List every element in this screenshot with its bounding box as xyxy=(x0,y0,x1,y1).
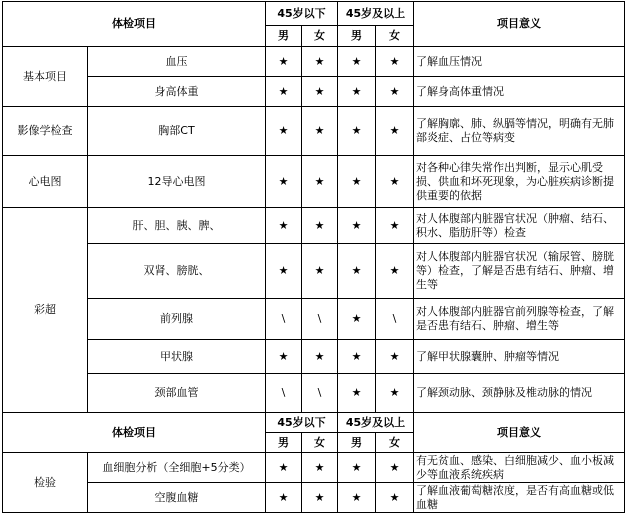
item-meaning: 对各种心律失常作出判断，显示心肌受损、供血和坏死现象，为心脏疾病诊断提供重要的依据 xyxy=(414,156,625,208)
header-male: 男 xyxy=(338,26,376,47)
header-row xyxy=(3,2,625,26)
mark: ★ xyxy=(338,299,376,340)
header-row xyxy=(3,413,625,433)
table-row xyxy=(3,453,625,483)
header-over45: 45岁及以上 xyxy=(338,2,414,26)
mark: ★ xyxy=(338,208,376,244)
header-female: 女 xyxy=(376,26,414,47)
item-name: 前列腺 xyxy=(88,299,266,340)
header-female: 女 xyxy=(302,433,338,453)
item-meaning: 了解身高体重情况 xyxy=(414,77,625,107)
mark: ★ xyxy=(302,47,338,77)
mark: \ xyxy=(266,374,302,413)
table-row xyxy=(3,483,625,513)
table-row xyxy=(3,244,625,299)
item-name: 双肾、膀胱、 xyxy=(88,244,266,299)
header-male: 男 xyxy=(338,433,376,453)
item-meaning: 有无贫血、感染、白细胞减少、血小板减少等血液系统疾病 xyxy=(414,453,625,483)
item-name: 空腹血糖 xyxy=(88,483,266,513)
mark: ★ xyxy=(338,483,376,513)
category-cell: 基本项目 xyxy=(3,47,88,107)
header-meaning: 项目意义 xyxy=(414,413,625,453)
mark: \ xyxy=(376,299,414,340)
header-male: 男 xyxy=(266,26,302,47)
item-meaning: 了解胸廓、肺、纵膈等情况，明确有无肺部炎症、占位等病变 xyxy=(414,107,625,156)
header-male: 男 xyxy=(266,433,302,453)
mark: ★ xyxy=(302,156,338,208)
category-cell: 检验 xyxy=(3,453,88,513)
table-row xyxy=(3,107,625,156)
table-row xyxy=(3,374,625,413)
mark: ★ xyxy=(376,107,414,156)
header-under45: 45岁以下 xyxy=(266,413,338,433)
item-name: 身高体重 xyxy=(88,77,266,107)
item-meaning: 对人体腹部内脏器官状况（肿瘤、结石、积水、脂肪肝等）检查 xyxy=(414,208,625,244)
mark: ★ xyxy=(302,244,338,299)
mark: ★ xyxy=(376,483,414,513)
mark: ★ xyxy=(302,453,338,483)
table-row xyxy=(3,156,625,208)
mark: ★ xyxy=(266,77,302,107)
table-row xyxy=(3,299,625,340)
mark: ★ xyxy=(376,208,414,244)
mark: ★ xyxy=(338,374,376,413)
item-name: 血细胞分析（全细胞+5分类） xyxy=(88,453,266,483)
item-meaning: 对人体腹部内脏器官前列腺等检查，了解是否患有结石、肿瘤、增生等 xyxy=(414,299,625,340)
mark: ★ xyxy=(376,77,414,107)
header-under45: 45岁以下 xyxy=(266,2,338,26)
mark: ★ xyxy=(376,156,414,208)
mark: ★ xyxy=(338,453,376,483)
mark: ★ xyxy=(266,156,302,208)
item-name: 颈部血管 xyxy=(88,374,266,413)
category-cell: 彩超 xyxy=(3,208,88,413)
mark: ★ xyxy=(266,453,302,483)
table-row xyxy=(3,47,625,77)
mark: ★ xyxy=(338,47,376,77)
mark: ★ xyxy=(338,107,376,156)
mark: ★ xyxy=(266,208,302,244)
table-row xyxy=(3,77,625,107)
mark: ★ xyxy=(338,77,376,107)
mark: ★ xyxy=(376,453,414,483)
category-cell: 影像学检查 xyxy=(3,107,88,156)
item-name: 血压 xyxy=(88,47,266,77)
header-item: 体检项目 xyxy=(3,2,266,47)
item-name: 肝、胆、胰、脾、 xyxy=(88,208,266,244)
mark: ★ xyxy=(338,244,376,299)
item-meaning: 了解血压情况 xyxy=(414,47,625,77)
mark: ★ xyxy=(302,340,338,374)
mark: ★ xyxy=(266,47,302,77)
mark: ★ xyxy=(376,374,414,413)
mark: ★ xyxy=(376,47,414,77)
item-meaning: 了解甲状腺囊肿、肿瘤等情况 xyxy=(414,340,625,374)
mark: \ xyxy=(302,299,338,340)
mark: \ xyxy=(266,299,302,340)
mark: ★ xyxy=(266,107,302,156)
mark: ★ xyxy=(376,340,414,374)
category-cell: 心电图 xyxy=(3,156,88,208)
mark: ★ xyxy=(376,244,414,299)
mark: ★ xyxy=(338,340,376,374)
header-female: 女 xyxy=(302,26,338,47)
table-row xyxy=(3,340,625,374)
mark: ★ xyxy=(302,483,338,513)
mark: ★ xyxy=(338,156,376,208)
table-row xyxy=(3,208,625,244)
mark: ★ xyxy=(302,208,338,244)
mark: ★ xyxy=(302,107,338,156)
mark: \ xyxy=(302,374,338,413)
item-meaning: 了解血液葡萄糖浓度，是否有高血糖或低血糖 xyxy=(414,483,625,513)
mark: ★ xyxy=(266,244,302,299)
item-meaning: 对人体腹部内脏器官状况（输尿管、膀胱等）检查，了解是否患有结石、肿瘤、增生等 xyxy=(414,244,625,299)
health-checkup-table xyxy=(2,1,625,513)
header-female: 女 xyxy=(376,433,414,453)
header-over45: 45岁及以上 xyxy=(338,413,414,433)
item-name: 12导心电图 xyxy=(88,156,266,208)
mark: ★ xyxy=(266,483,302,513)
header-item: 体检项目 xyxy=(3,413,266,453)
mark: ★ xyxy=(302,77,338,107)
header-meaning: 项目意义 xyxy=(414,2,625,47)
item-name: 胸部CT xyxy=(88,107,266,156)
mark: ★ xyxy=(266,340,302,374)
item-name: 甲状腺 xyxy=(88,340,266,374)
item-meaning: 了解颈动脉、颈静脉及椎动脉的情况 xyxy=(414,374,625,413)
